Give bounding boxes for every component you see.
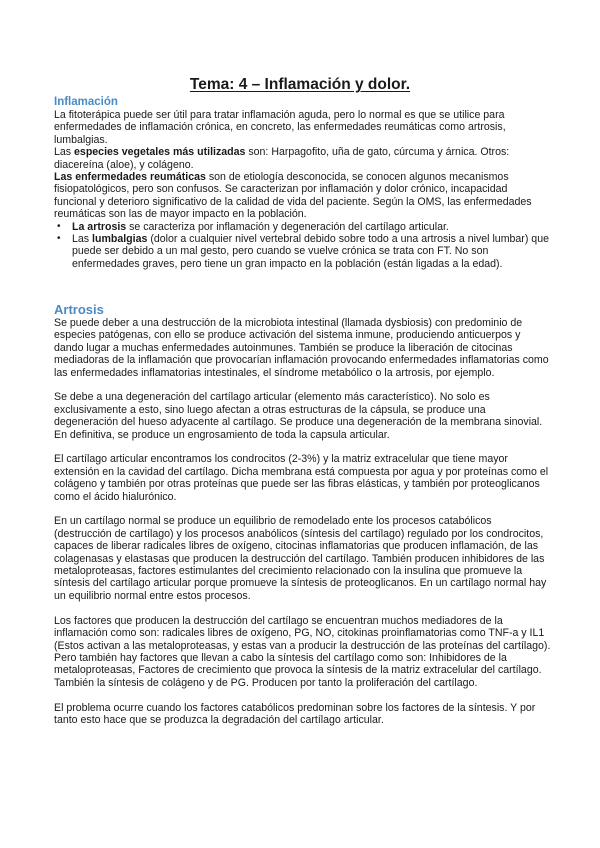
paragraph-artrosis: Se puede deber a una destrucción de la microbiota intestinal (llamada dysbiosis) con predominio de especies patógenas, con ello se produce activación del sistema inmune, produciendo anticuerpos y dando lugar a muchas enfermedades autoinmunes. También se produce la liberación de citocinas mediadoras de la inflamación que provocarían inflamación provocando enfermedades inflamatorias como las enfermedades inflamatorias intestinales, el síndrome metabólico o la artrosis, por ejemplo. — [54, 317, 549, 379]
paragraph-artrosis: En un cartílago normal se produce un equilibrio de remodelado ente los procesos catabólicos (destrucción de cartílago) y los procesos anabólicos (síntesis del cartílago) regulado por los condrocitos, capaces de liberar radicales libres de oxígeno, citocinas inflamatorias que producen inflamación, de las colagenasas y elastasas que producen la destrucción del cartílago. También producen inhibidores de las metaloproteasas, factores estimulantes del crecimiento relacionado con la insulina que promueve la síntesis del cartílago articular porque promueve la síntesis de proteoglicanos. En un cartílago normal hay un equilibrio normal entre estos procesos. — [54, 515, 547, 602]
paragraph-artrosis: Los factores que producen la destrucción del cartílago se encuentran muchos mediadores de la inflamación como son: radicales libres de oxígeno, PG, NO, citokinas proinflamatorias como TNF-a y IL1 (Estos activan a las metaloproteasas, y estas van a producir la destrucción de las proteínas del cartílago). Pero también hay factores que llevan a cabo la síntesis del cartílago como son: Inhibidores de la metaloproteasas, Factores de crecimiento que provoca la síntesis de la matriz extracelular del cartílago. También la síntesis de colágeno y de PG. Producen por tanto la proliferación del cartílago. — [54, 614, 551, 689]
bold-term-artrosis: La artrosis — [72, 220, 127, 233]
text-segment: (dolor a cualquier nivel vertebral debido sobre todo a una artrosis a nivel lumbar) que puede ser debido a un mal gesto, pero cuando se vuelve crónica se trata con FT. No son enfermedades graves, pero tiene un gran impacto en la población (están ligadas a la edad). — [72, 233, 549, 270]
section-inflamacion — [54, 96, 552, 270]
page-title — [0, 76, 600, 94]
text-segment: Las — [72, 233, 93, 246]
list-item — [54, 221, 552, 233]
bullet-icon: • — [57, 220, 61, 232]
page-title-text: Tema: 4 – Inflamación y dolor. — [189, 76, 411, 93]
paragraph-artrosis: El cartílago articular encontramos los condrocitos (2-3%) y la matriz extracelular que tiene mayor extensión en la cavidad del cartílago. Dicha membrana está compuesta por agua y por proteínas como el colágeno y también por otras proteínas que puede ser las fibras elásticas, y también por proteoglicanos como el ácido hialurónico. — [54, 453, 549, 503]
section-heading-artrosis: Artrosis — [54, 302, 104, 317]
text-segment: Las — [54, 146, 75, 159]
bullet-icon: • — [57, 233, 61, 245]
paragraph-intro: La fitoterápica puede ser útil para tratar inflamación aguda, pero lo normal es que se utilice para enfermedades de inflamación crónica, en concreto, las enfermedades reumáticas como artrosis, lumbalgias. — [54, 109, 506, 146]
bold-term-especies: especies vegetales más utilizadas — [74, 146, 246, 159]
section-artrosis — [54, 302, 552, 726]
section-heading-inflamacion: Inflamación — [54, 96, 118, 108]
paragraph-especies — [54, 146, 552, 171]
text-segment: son: Harpagofito, uña de gato, cúrcuma y árnica. Otros: diacereína (aloe), y colágeno. — [54, 146, 510, 171]
list-item — [54, 233, 552, 270]
paragraph-enfermedades — [54, 171, 552, 221]
paragraph-artrosis: Se debe a una degeneración del cartílago articular (elemento más característico). No solo es exclusivamente a esto, sino luego afectan a otras estructuras de la cápsula, se produce una degeneración del hueso adyacente al cartílago. Se produce una degeneración de la membrana sinovial. En definitiva, se produce un engrosamiento de toda la capsula articular. — [54, 391, 543, 441]
bold-term-enfermedades: Las enfermedades reumáticas — [54, 171, 206, 184]
text-segment: se caracteriza por inflamación y degeneración del cartílago articular. — [126, 220, 449, 233]
bullet-list — [54, 221, 552, 271]
paragraph-artrosis: El problema ocurre cuando los factores catabólicos predominan sobre los factores de la síntesis. Y por tanto esto hace que se produzca la degradación del cartílago articular. — [54, 701, 536, 726]
bold-term-lumbalgias: lumbalgias — [92, 233, 148, 246]
text-segment: son de etiología desconocida, se conocen algunos mecanismos fisiopatológicos, pero son confusos. Se caracterizan por inflamación y dolor crónico, incapacidad funcional y deterioro significativo de la calidad de vida del paciente. Según la OMS, las enfermedades reumáticas son las de mayor impacto en la población. — [54, 171, 532, 221]
